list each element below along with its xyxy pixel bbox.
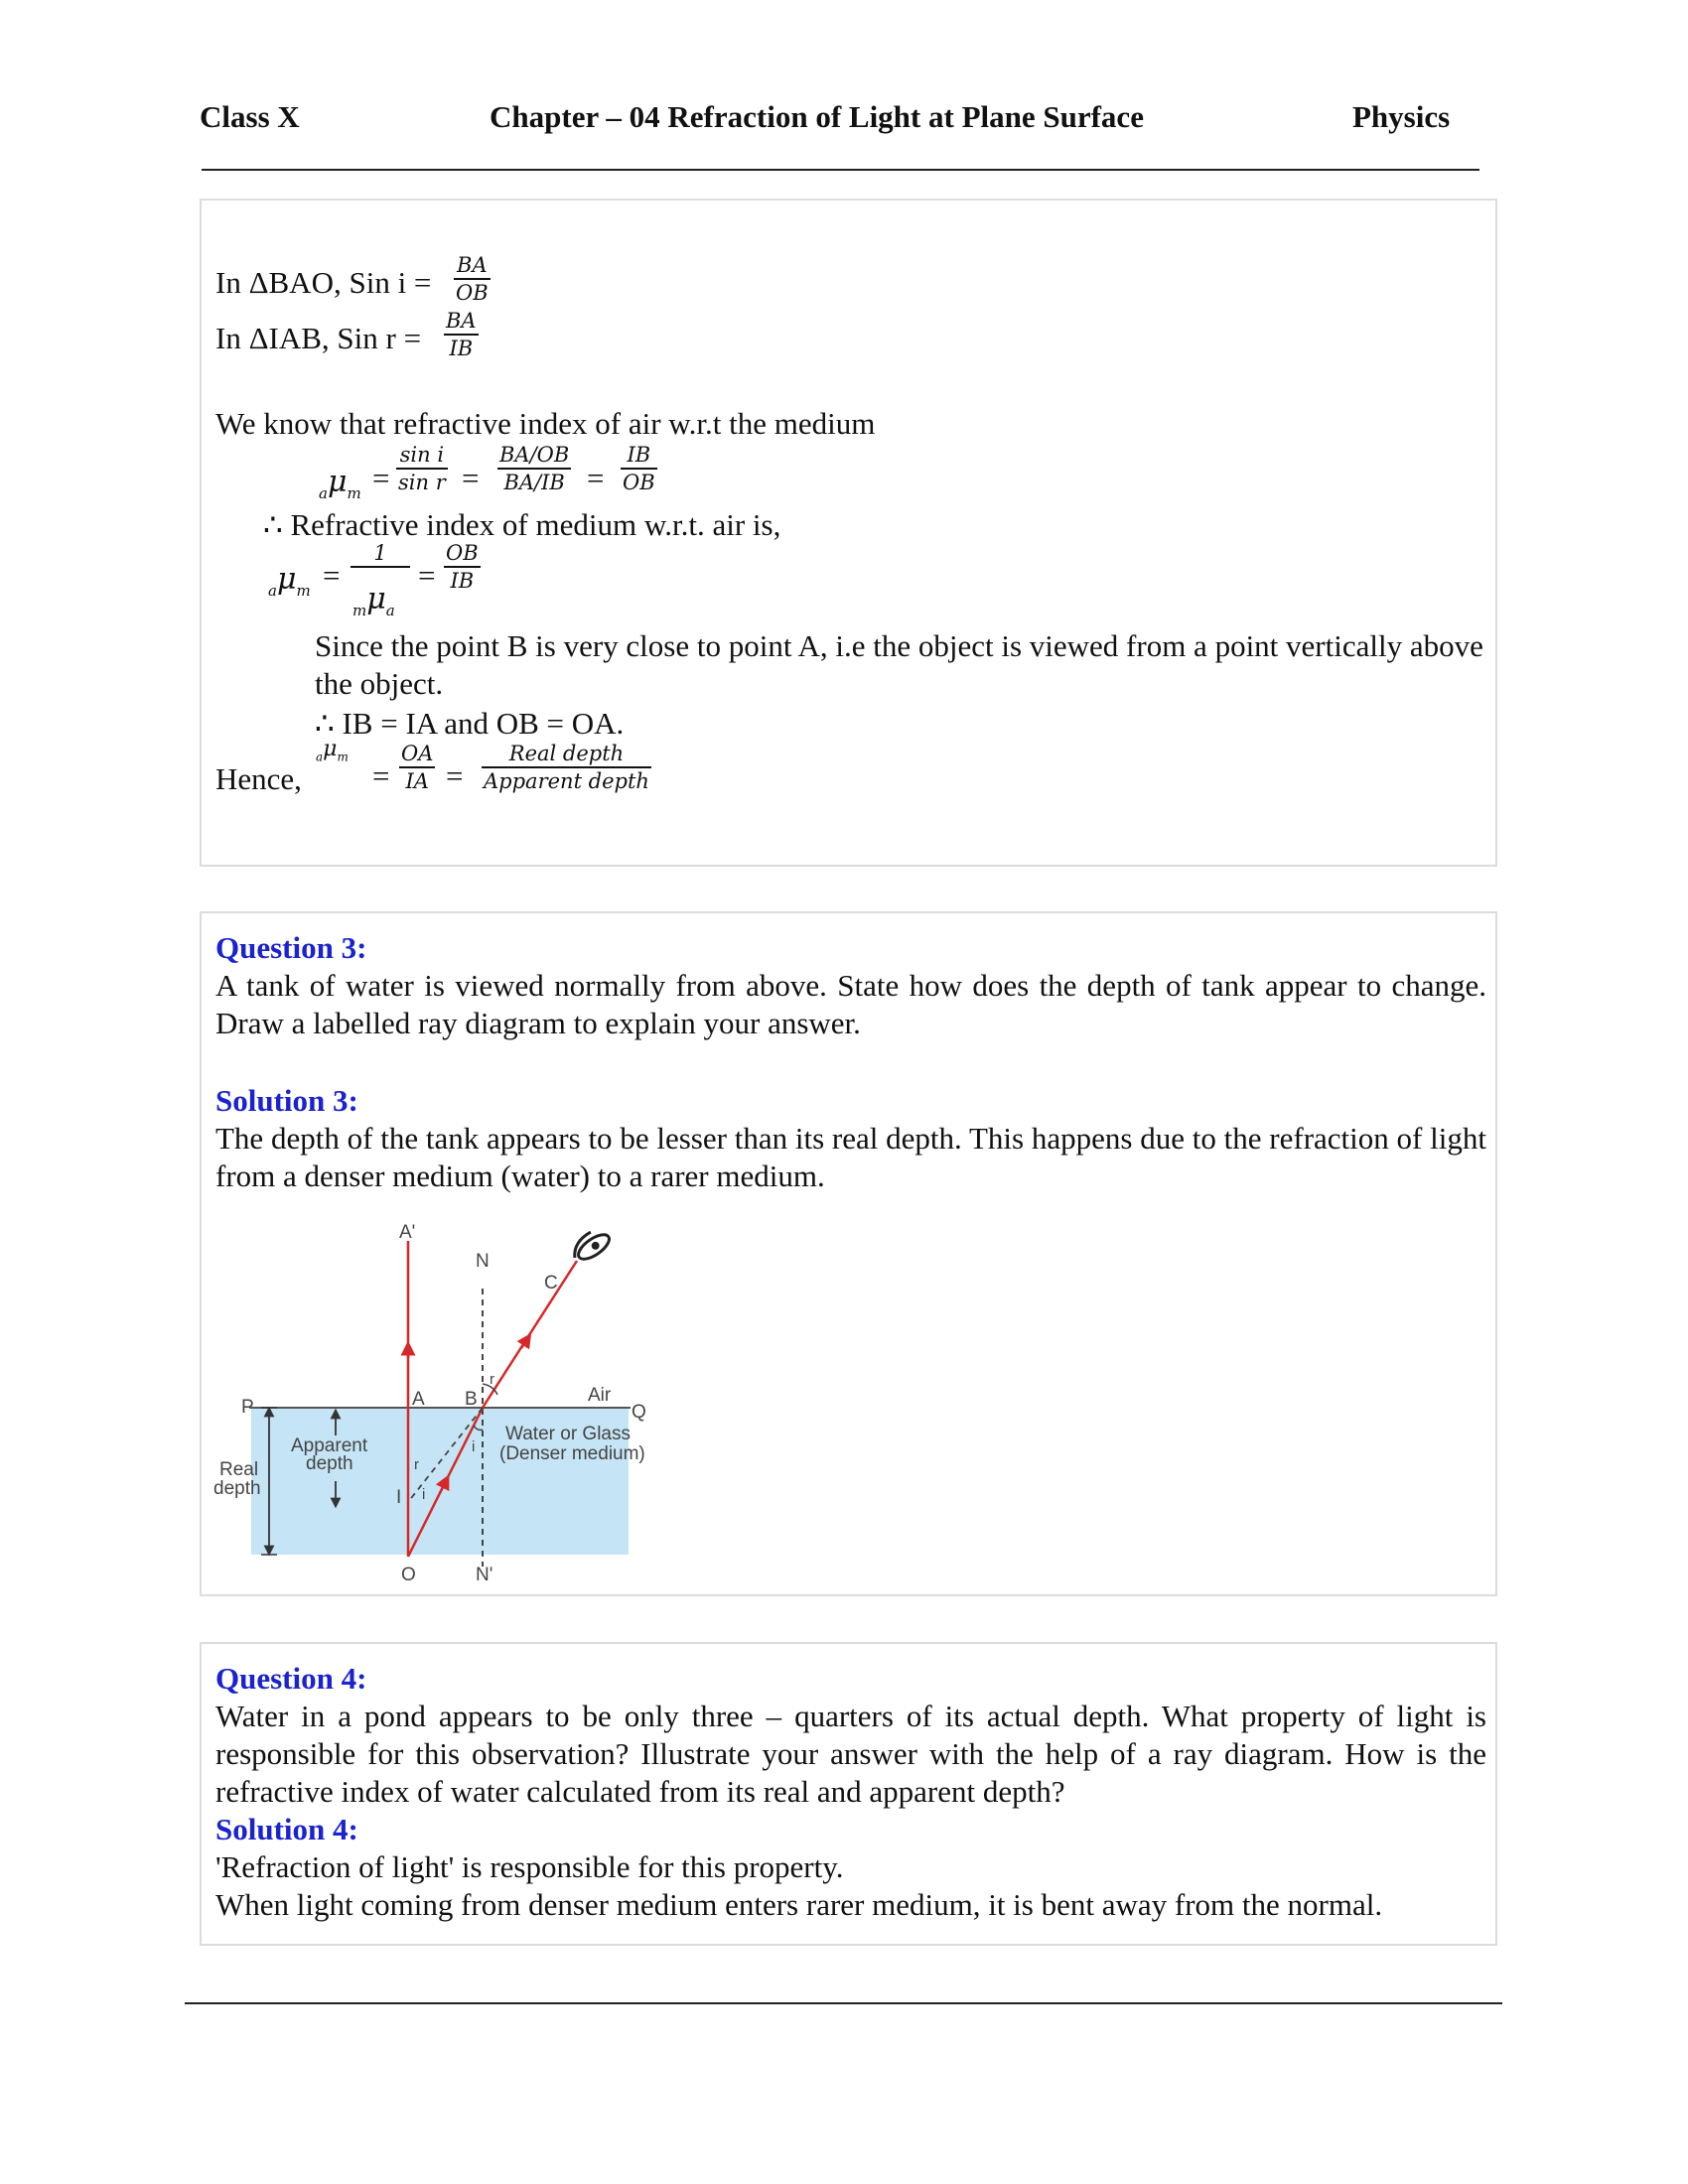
fraction-real-over-apparent: Real depth Apparent depth <box>484 742 649 793</box>
therefore-line: ∴ Refractive index of medium w.r.t. air is, <box>263 507 781 542</box>
label-real-depth: depth <box>213 1478 261 1499</box>
question-3-text: A tank of water is viewed normally from above. State how does the depth of tank appear to change. Draw a labelled ray diagram to explain your answer. <box>215 968 1486 1040</box>
label-water-or-glass: Water or Glass <box>505 1424 631 1444</box>
refractive-index-intro: We know that refractive index of air w.r.t the medium <box>215 406 876 441</box>
mu-a-m-symbol: $_a\mu_m$ <box>316 737 349 764</box>
label-a-prime: A' <box>399 1222 416 1243</box>
mu-m-a-symbol: $_m\mu_a$ <box>352 582 395 619</box>
mu-a-m-symbol: $_a\mu_m$ <box>268 562 311 600</box>
label-b: B <box>465 1389 478 1410</box>
derivation-box <box>200 199 1497 867</box>
chapter-title: Chapter – 04 Refraction of Light at Plane Surface <box>490 99 1144 134</box>
label-real: Real <box>219 1459 259 1480</box>
class-label: Class X <box>200 99 300 134</box>
equals-sign: = <box>372 461 390 495</box>
equals-sign: = <box>323 558 341 593</box>
label-r-mid: r <box>414 1456 419 1473</box>
fraction-ob-ib: $\frac{OB}{IB}$ <box>446 541 479 593</box>
solution-4-label: Solution 4: <box>215 1812 358 1846</box>
label-denser-medium: (Denser medium) <box>499 1443 645 1464</box>
question-3-box <box>200 911 1497 1596</box>
label-o: O <box>401 1565 416 1585</box>
question-4-box <box>200 1642 1497 1946</box>
footer-divider <box>185 2002 1502 2004</box>
equals-sign: = <box>587 461 605 495</box>
equals-sign: = <box>446 758 464 793</box>
since-paragraph: Since the point B is very close to point A, i.e the object is viewed from a point vertically above the object. <box>315 628 1483 701</box>
fraction-ba-ib: $\frac{BA}{IB}$ <box>446 309 477 360</box>
label-apparent-depth: depth <box>306 1453 353 1474</box>
refracted-ray <box>483 1261 577 1408</box>
fraction-ba-ob-over-ba-ib: $\frac{BA/OB}{BA/IB}$ <box>499 443 570 494</box>
label-i-mid: i <box>472 1438 476 1455</box>
fraction-ib-ob: $\frac{IB}{OB}$ <box>623 443 655 494</box>
label-p: P <box>241 1397 254 1418</box>
fraction-one-over-mu: 1 <box>351 540 410 594</box>
mu-a-m-symbol: $_a\mu_m$ <box>319 465 361 502</box>
label-image-i: I <box>396 1487 402 1508</box>
label-r-top: r <box>490 1371 494 1388</box>
label-q: Q <box>632 1402 646 1423</box>
sin-r-line: In ΔIAB, Sin r = <box>215 321 422 355</box>
sin-i-line: In ΔBAO, Sin i = <box>215 265 432 300</box>
refraction-ray-diagram <box>202 1209 758 1586</box>
label-apparent: Apparent <box>291 1435 368 1456</box>
fraction-sin-i-sin-r: $\frac{\text{sin i}}{\text{sin r}}$ <box>398 443 446 494</box>
fraction-oa-ia: $\frac{OA}{IA}$ <box>401 742 434 793</box>
hence-label: Hence, <box>215 761 302 796</box>
eye-icon <box>568 1225 614 1266</box>
ib-equals-ia-line: ∴ IB = IA and OB = OA. <box>315 706 625 741</box>
label-air: Air <box>588 1385 612 1406</box>
question-4-text: Water in a pond appears to be only three – quarters of its actual depth. What property of light is responsible for this observation? Illustrate your answer with the help of a ray diagram. How is the refractive index of water calculated from its real and apparent depth? <box>215 1699 1486 1809</box>
label-n-prime: N' <box>476 1565 493 1585</box>
solution-4-line-1: 'Refraction of light' is responsible for this property. <box>215 1849 844 1884</box>
subject-label: Physics <box>1352 99 1451 134</box>
solution-3-label: Solution 3: <box>215 1083 358 1118</box>
solution-4-line-2: When light coming from denser medium enters rarer medium, it is bent away from the normal. <box>215 1887 1383 1922</box>
label-c: C <box>544 1273 558 1294</box>
question-4-label: Question 4: <box>215 1661 367 1696</box>
label-i-low: i <box>422 1486 426 1503</box>
equals-sign: = <box>372 758 390 793</box>
equals-sign: = <box>418 558 436 593</box>
solution-3-text: The depth of the tank appears to be lesser than its real depth. This happens due to the refraction of light from a denser medium (water) to a rarer medium. <box>215 1121 1486 1193</box>
equals-sign: = <box>462 461 480 495</box>
label-a: A <box>412 1389 425 1410</box>
fraction-ba-ob: $\frac{BA}{OB}$ <box>456 253 489 305</box>
question-3-label: Question 3: <box>215 930 367 965</box>
label-n: N <box>476 1251 490 1272</box>
header-divider <box>202 169 1479 171</box>
